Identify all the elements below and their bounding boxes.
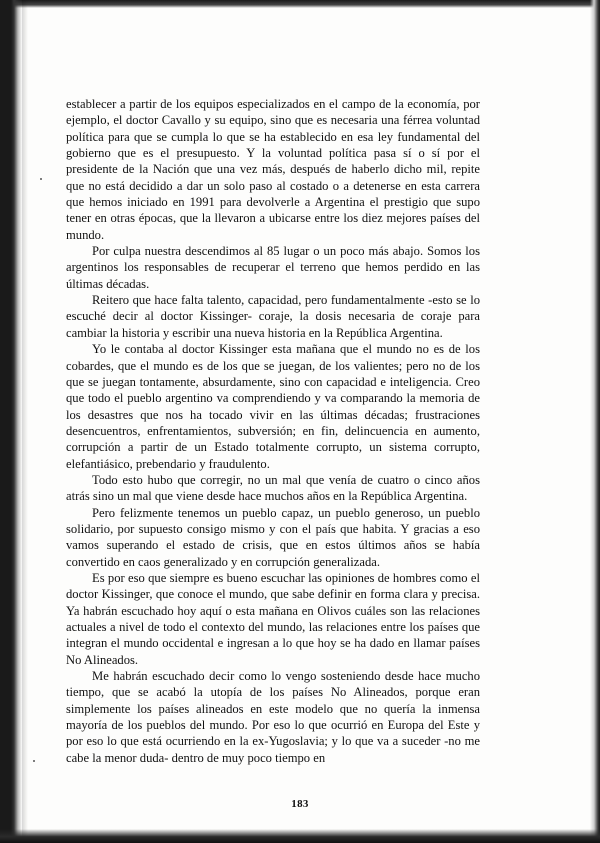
page-bottom-edge xyxy=(0,829,600,843)
paragraph: Yo le contaba al doctor Kissinger esta mañana que el mundo no es de los cobardes, que el mundo es de los que se juegan, de los valientes; pero no de los que se juegan tontamente, absurdamente, sino con capacidad e inteligencia. Creo que todo el pueblo argentino va comprendiendo y va comparando la memoria de los desastres que nos ha tocado vivir en las últimas décadas; frustraciones desencuentros, enfrentamientos, subversión; en fin, delincuencia en aumento, corrupción a partir de un Estado totalmente corrupto, un sistema corrupto, elefantiásico, prebendario y fraudulento. xyxy=(66,342,480,471)
page-left-edge xyxy=(0,0,22,843)
paragraph: Es por eso que siempre es bueno escuchar las opiniones de hombres como el doctor Kissinger, que conoce el mundo, que sabe definir en forma clara y precisa. Ya habrán escuchado hoy aquí o esta mañana en Olivos cuáles son las relaciones actuales a nivel de todo el contexto del mundo, las relaciones entre los países que integran el mundo occidental e ingresan a lo que hoy se ha dado en llamar países No Alineados. xyxy=(66,570,480,667)
page-top-edge xyxy=(0,0,600,8)
page-right-edge xyxy=(590,0,600,843)
paragraph: Me habrán escuchado decir como lo vengo sosteniendo desde hace mucho tiempo, que se acabó la utopía de los países No Alineados, porque eran simplemente los países alineados en este modelo que no quería la inmensa mayoría de los pueblos del mundo. Por eso lo que ocurrió en Europa del Este y por eso lo que está ocurriendo en la ex-Yugoslavia; y lo que va a suceder -no me cabe la menor duda- dentro de muy poco tiempo en xyxy=(66,669,480,765)
paragraph: Por culpa nuestra descendimos al 85 lugar o un poco más abajo. Somos los argentinos los responsables de recuperar el terreno que hemos perdido en las últimas décadas. xyxy=(66,244,480,291)
body-text xyxy=(66,96,480,766)
scan-speck xyxy=(40,178,42,180)
paragraph: Reitero que hace falta talento, capacidad, pero fundamentalmente -esto se lo escuché decir al doctor Kissinger- coraje, la dosis necesaria de coraje para cambiar la historia y escribir una nueva historia en la República Argentina. xyxy=(66,293,480,340)
scan-speck xyxy=(33,760,35,762)
paragraph: Todo esto hubo que corregir, no un mal que venía de cuatro o cinco años atrás sino un mal que viene desde hace muchos años en la República Argentina. xyxy=(66,472,480,504)
paragraph: establecer a partir de los equipos especializados en el campo de la economía, por ejemplo, el doctor Cavallo y su equipo, sino que es necesaria una férrea voluntad política para que se cumpla lo que se ha establecido en esa ley fundamental del gobierno que es el presupuesto. Y la voluntad política pasa sí o sí por el presidente de la Nación que una vez más, después de haberlo dicho mil, repite que no está decidido a dar un solo paso al costado o a detenerse en esta carrera que hemos iniciado en 1991 para devolverle a Argentina el prestigio que supo tener en otras épocas, que la llevaron a ubicarse entre los diez mejores países del mundo. xyxy=(66,97,480,242)
page-number: 183 xyxy=(291,798,309,810)
paragraph: Pero felizmente tenemos un pueblo capaz, un pueblo generoso, un pueblo solidario, por supuesto consigo mismo y con el país que habita. Y gracias a eso vamos superando el estado de crisis, que en estos últimos años se había convertido en caos generalizado y en corrupción generalizada. xyxy=(66,505,480,569)
page-left-shadow xyxy=(22,0,28,843)
